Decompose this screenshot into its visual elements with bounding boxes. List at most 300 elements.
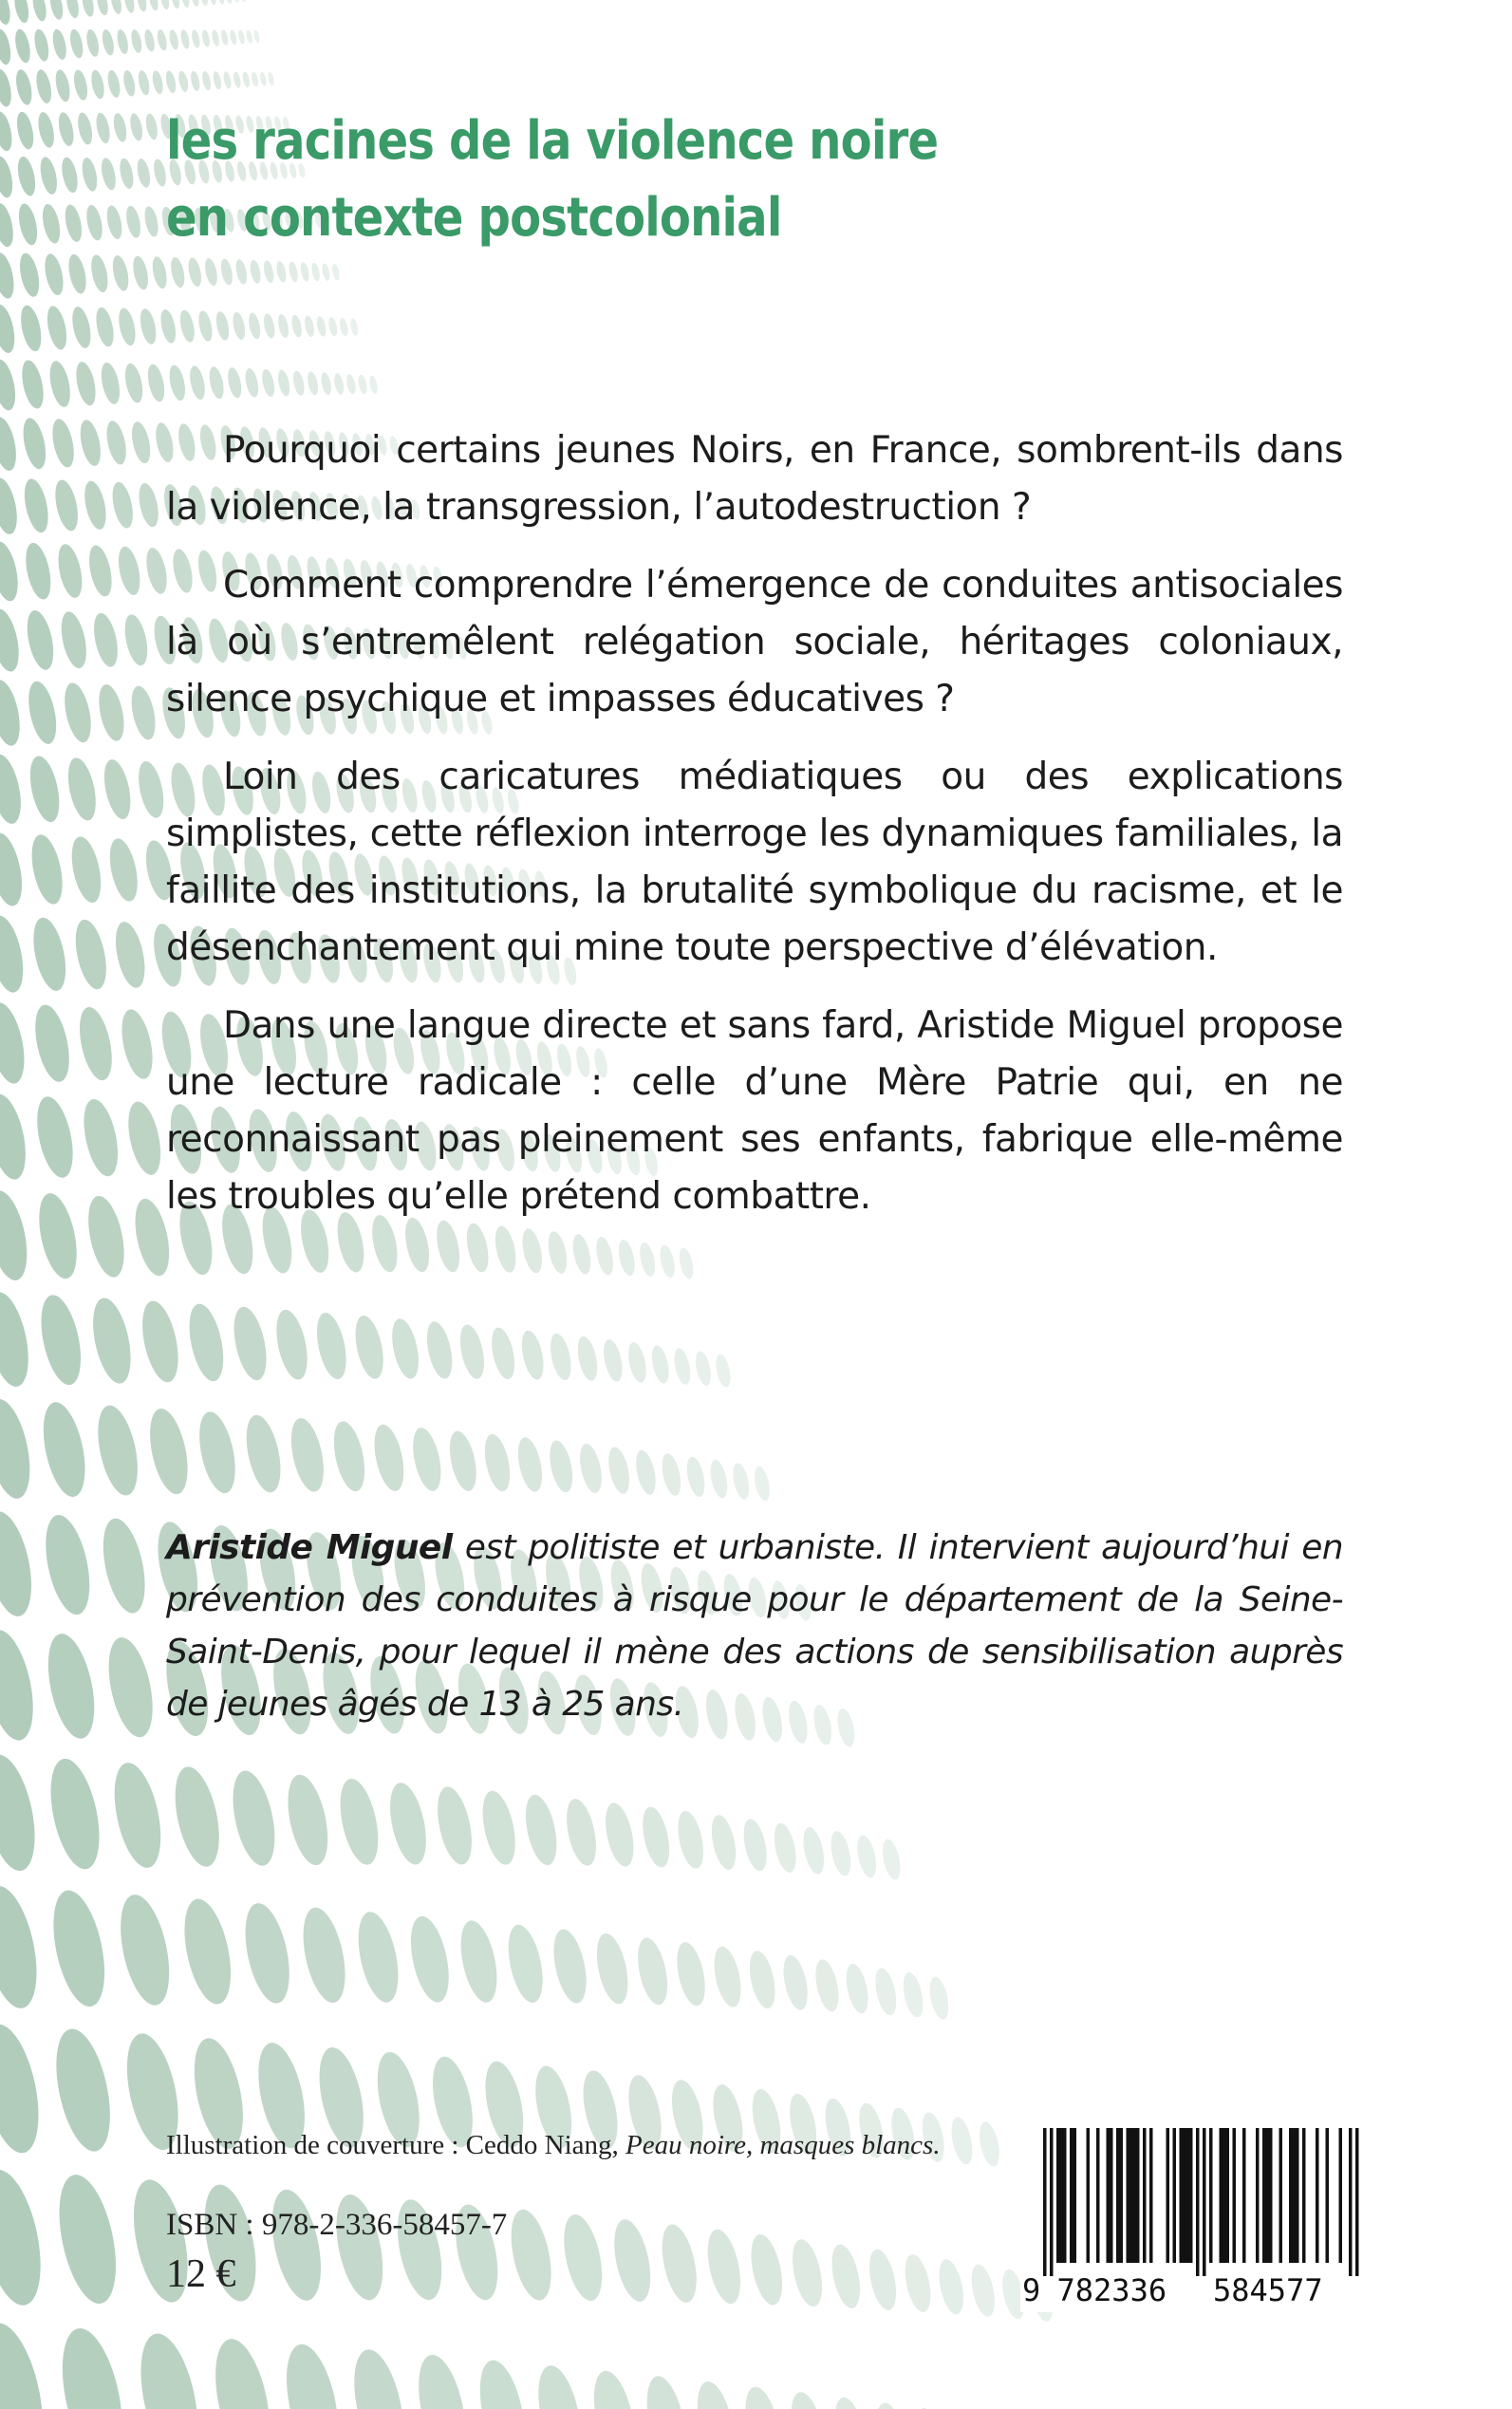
background-dot [339,317,349,337]
background-dot [76,111,95,145]
background-dot [477,1788,521,1868]
background-dot [674,1809,708,1871]
background-dot [117,1007,159,1082]
background-dot [131,254,151,290]
background-dot [240,0,247,3]
background-dot [34,68,54,104]
background-dot [746,2232,788,2307]
background-dot [531,2362,588,2409]
background-dot [105,69,121,99]
background-dot [249,259,263,285]
background-dot [42,1754,107,1874]
background-dot [77,418,104,467]
background-dot [0,28,13,65]
background-dot [70,917,112,992]
background-dot [85,543,116,598]
background-dot [0,539,23,604]
background-dot [167,364,188,402]
barcode-bar [1355,2128,1359,2276]
background-dot [63,203,84,244]
barcode [1020,2122,1362,2312]
background-dot [15,202,40,247]
barcode-bar [1349,2128,1353,2276]
background-dot [104,204,124,240]
background-dot [345,373,358,395]
background-dot [637,1241,658,1278]
background-dot [0,2318,54,2409]
background-dot [81,0,96,18]
background-dot [121,612,151,667]
background-dot [106,1759,169,1872]
background-dot [0,677,25,748]
background-dot [50,28,68,61]
background-dot [15,155,39,197]
background-dot [69,305,94,349]
background-dot [0,251,17,300]
background-dot [455,1917,503,2006]
background-dot [547,1332,574,1382]
background-dot [226,1767,283,1870]
background-dot [315,315,327,337]
background-dot [177,308,196,344]
background-dot [779,1953,812,2012]
background-dot [967,2262,999,2319]
background-dot [0,1091,32,1183]
background-dot [557,2211,608,2304]
barcode-bar [1226,2128,1230,2263]
background-dot [0,1187,34,1284]
background-dot [0,1881,47,2013]
background-dot [136,0,148,12]
background-dot [879,1838,903,1881]
background-dot [64,756,101,823]
background-dot [812,1957,843,2013]
background-dot [229,29,237,46]
background-dot [911,2405,949,2409]
background-dot [472,2356,532,2409]
background-dot [574,1335,601,1383]
background-dot [32,28,51,62]
background-dot [237,1899,297,2008]
blurb-paragraph: Comment comprendre l’émergence de conduites antisociales là où s’entremêlent relégation sociale, héritages coloniaux, silence psychique et impasses éducatives ? [166,564,1343,720]
background-dot [129,420,154,465]
background-dot [144,113,159,141]
background-dot [0,2019,48,2157]
background-dot [65,0,81,19]
background-dot [641,2373,692,2409]
background-dot [180,0,191,9]
background-dot [22,541,55,602]
background-dot [99,157,118,191]
background-dot [771,1821,800,1875]
background-dot [81,479,109,532]
background-dot [136,481,161,529]
barcode-bar [1110,2128,1113,2263]
background-dot [53,68,72,103]
background-dot [865,2247,901,2312]
background-dot [828,1829,854,1877]
barcode-bar [1063,2128,1067,2263]
background-dot [561,1796,601,1868]
background-dot [607,2216,657,2305]
background-dot [212,70,222,90]
background-dot [658,1243,678,1279]
background-dot [135,158,152,189]
background-dot [191,29,201,49]
background-dot [638,1804,674,1870]
background-dot [900,1970,926,2019]
barcode-bar [1293,2128,1297,2263]
background-dot [332,372,345,395]
background-dot [601,1801,639,1869]
background-dot [445,1429,481,1493]
background-dot [251,71,259,87]
background-dot [110,254,131,292]
background-dot [281,1771,335,1869]
back-cover-title [166,103,1064,256]
background-dot [142,205,160,238]
background-dot [96,1515,152,1617]
background-dot [422,1319,457,1381]
background-dot [115,545,143,597]
illustration-credit [166,2130,941,2161]
background-dot [68,28,85,60]
author-bio-text: est politiste et urbaniste. Il intervient aujourd’hui en prévention des conduites à risque pour le département de la Seine-Saint-Denis, pour lequel il mène des actions de sensibilisation auprès de jeunes âgés de 13 à 25 ans. [166,1528,1343,1724]
background-dot [74,1004,118,1083]
barcode-digits-right: 584577 [1213,2272,1323,2308]
barcode-digit-first: 9 [1022,2272,1041,2308]
background-dot [145,363,168,403]
background-dot [229,1304,272,1384]
background-dot [328,1419,370,1495]
price: 12 € [166,2252,236,2296]
background-dot [12,0,31,24]
barcode-bar [1073,2128,1077,2263]
author-bio [166,1522,1343,1730]
background-dot [387,1317,423,1381]
background-dot [66,834,105,906]
background-dot [502,1922,549,2006]
background-dot [47,359,74,408]
background-dot [38,1511,98,1618]
background-dot [260,368,276,398]
background-dot [0,999,30,1087]
background-dot [60,681,95,745]
background-dot [122,1099,166,1178]
background-dot [40,202,64,245]
background-dot [243,367,260,399]
background-dot [206,2334,279,2409]
background-dot [0,0,12,26]
background-dot [222,71,233,90]
background-dot [267,72,274,86]
barcode-bar [1183,2128,1186,2263]
barcode-bar [1096,2128,1100,2263]
barcode-bar [1127,2128,1130,2263]
background-dot [291,370,307,397]
background-dot [159,308,178,345]
background-dot [47,2024,120,2156]
background-dot [350,1314,388,1382]
background-dot [84,28,101,58]
background-dot [948,2115,977,2166]
background-dot [0,1750,44,1876]
background-dot [59,156,80,194]
background-dot [259,71,268,86]
background-dot [351,1909,405,2007]
background-dot [95,0,110,16]
background-dot [234,258,250,285]
background-dot [286,1415,329,1495]
background-dot [253,29,261,43]
background-dot [357,374,368,395]
background-dot [220,29,230,47]
background-dot [18,358,47,410]
background-dot [745,1949,779,2011]
background-dot [233,71,242,89]
background-dot [179,28,191,49]
background-dot [247,311,262,340]
background-dot [306,370,320,396]
background-dot [211,29,220,47]
background-dot [36,1398,92,1501]
barcode-bar [1050,2128,1054,2276]
background-dot [659,1451,684,1497]
background-dot [127,683,159,741]
background-dot [320,371,333,396]
barcode-bar [1339,2128,1343,2263]
background-dot [0,358,19,413]
background-dot [321,263,331,282]
barcode-bar [1120,2128,1124,2263]
background-dot [48,417,77,469]
background-dot [128,112,144,141]
background-dot [546,1439,576,1495]
background-dot [112,1891,177,2010]
background-dot [299,261,310,282]
barcode-bar [1242,2128,1246,2263]
barcode-bar [1116,2128,1120,2263]
barcode-bar [1143,2128,1147,2263]
background-dot [548,1926,591,2006]
background-dot [276,313,290,339]
background-dot [103,420,129,467]
background-dot [203,257,219,287]
background-dot [34,1292,87,1389]
background-dot [488,1325,518,1381]
background-dot [47,0,65,21]
barcode-bar [1266,2128,1270,2263]
background-dot [0,155,16,199]
background-dot [976,2120,1002,2168]
barcode-bar [1209,2128,1213,2263]
background-dot [587,2367,641,2409]
background-dot [480,1432,514,1494]
background-dot [16,252,42,299]
background-dot [151,69,165,95]
background-dot [80,157,100,193]
background-dot [240,1412,287,1496]
background-dot [787,2236,827,2308]
background-dot [262,312,277,339]
background-dot [518,1329,548,1382]
background-dot [101,28,116,57]
background-dot [109,480,137,530]
background-dot [49,2170,126,2308]
background-dot [327,316,339,337]
background-dot [187,364,207,401]
background-dot [296,1904,353,2007]
background-dot [290,314,304,339]
background-dot [193,1409,241,1496]
background-dot [271,1307,313,1382]
barcode-bar [1279,2128,1283,2263]
blurb-paragraph: Dans une langue directe et sans fard, Aristide Miguel propose une lecture radicale : celle d’une Mère Patrie qui, en ne reconnaissant pas pleinement ses enfants, fabrique elle-même les troubles qu’elle prétend combattre. [166,1004,1343,1218]
background-dot [276,369,291,398]
background-dot [217,0,226,5]
background-dot [246,29,253,44]
background-dot [0,607,24,674]
barcode-bar [1136,2128,1140,2263]
background-dot [707,1813,739,1872]
background-dot [131,2328,208,2409]
background-dot [702,2227,747,2306]
background-dot [118,157,136,190]
background-dot [231,311,247,341]
background-dot [214,310,231,342]
barcode-bar [1203,2128,1206,2276]
background-dot [84,203,104,241]
background-dot [262,260,275,284]
background-dot [0,201,16,249]
background-dot [739,2383,786,2409]
credit-prefix: Illustration de couverture : Ceddo Niang, [166,2130,626,2160]
background-dot [45,1886,114,2011]
background-dot [830,2395,871,2409]
background-dot [504,2206,558,2304]
background-dot [94,112,112,145]
background-dot [0,303,18,355]
background-dot [122,362,146,404]
background-dot [677,1246,696,1279]
background-dot [82,1193,130,1280]
background-dot [138,308,159,345]
background-dot [93,306,117,348]
background-dot [169,256,187,289]
background-dot [38,156,60,196]
background-dot [148,0,160,11]
barcode-bar [1256,2128,1260,2263]
barcode-bar [1167,2128,1170,2263]
background-dot [98,361,122,405]
background-dot [129,28,143,54]
background-dot [710,1944,746,2009]
barcode-bar [1087,2128,1091,2263]
background-dot [105,836,142,904]
background-dot [752,1465,773,1502]
background-dot [310,262,321,282]
background-dot [410,2351,473,2409]
background-dot [656,2221,702,2306]
background-dot [168,28,180,50]
background-dot [73,360,99,407]
background-dot [601,1337,626,1383]
background-dot [30,0,48,23]
background-dot [29,1001,75,1085]
background-dot [101,1634,160,1741]
background-dot [854,1834,880,1879]
background-dot [88,253,111,294]
background-dot [177,1895,239,2008]
background-dot [207,365,226,401]
background-dot [404,1913,456,2006]
credit-work-title: Peau noire, masques blancs. [625,2130,941,2160]
background-dot [170,0,180,9]
background-dot [349,318,360,337]
background-dot [201,29,212,48]
background-dot [42,252,66,297]
background-dot [408,1426,446,1494]
background-dot [683,1455,707,1499]
background-dot [0,912,29,995]
background-dot [28,915,71,994]
background-dot [369,1422,409,1494]
background-dot [432,1783,478,1867]
barcode-bar [1186,2128,1190,2263]
background-dot [0,110,15,153]
background-dot [159,0,171,10]
barcode-bar [1196,2128,1200,2276]
background-dot [199,0,209,7]
background-dot [242,71,252,88]
barcode-bar [1296,2128,1299,2263]
background-dot [368,375,380,395]
background-dot [71,68,89,102]
blurb-paragraph: Loin des caricatures médiatiques ou des explications simplistes, cette réflexion interroge les dynamiques familiales, la faillite des institutions, la brutalité symbolique du racisme, et le désenchantement qui mine toute perspective d’élévation. [166,756,1343,969]
background-dot [277,2340,346,2409]
background-dot [333,1775,384,1868]
background-dot [233,0,240,3]
background-dot [136,1298,184,1385]
background-dot [264,2185,330,2305]
background-dot [164,70,177,94]
background-dot [143,28,157,52]
author-name: Aristide Miguel [166,1528,453,1567]
barcode-bar [1070,2128,1073,2263]
background-dot [13,68,34,106]
background-dot [693,1350,714,1387]
background-dot [576,1442,606,1495]
barcode-bar [1326,2128,1330,2263]
background-dot [605,1446,632,1496]
background-dot [871,1967,900,2018]
background-dot [827,2242,865,2311]
background-dot [456,1322,488,1381]
background-dot [122,0,136,13]
background-dot [0,476,21,536]
background-dot [23,608,58,673]
background-dot [123,205,142,239]
background-dot [150,255,169,290]
background-dot [115,28,130,55]
background-dot [20,476,52,534]
background-dot [90,611,122,669]
background-dot [65,252,89,295]
background-dot [19,416,49,471]
background-dot [54,542,86,600]
barcode-bar [1289,2128,1293,2263]
background-dot [137,69,152,96]
